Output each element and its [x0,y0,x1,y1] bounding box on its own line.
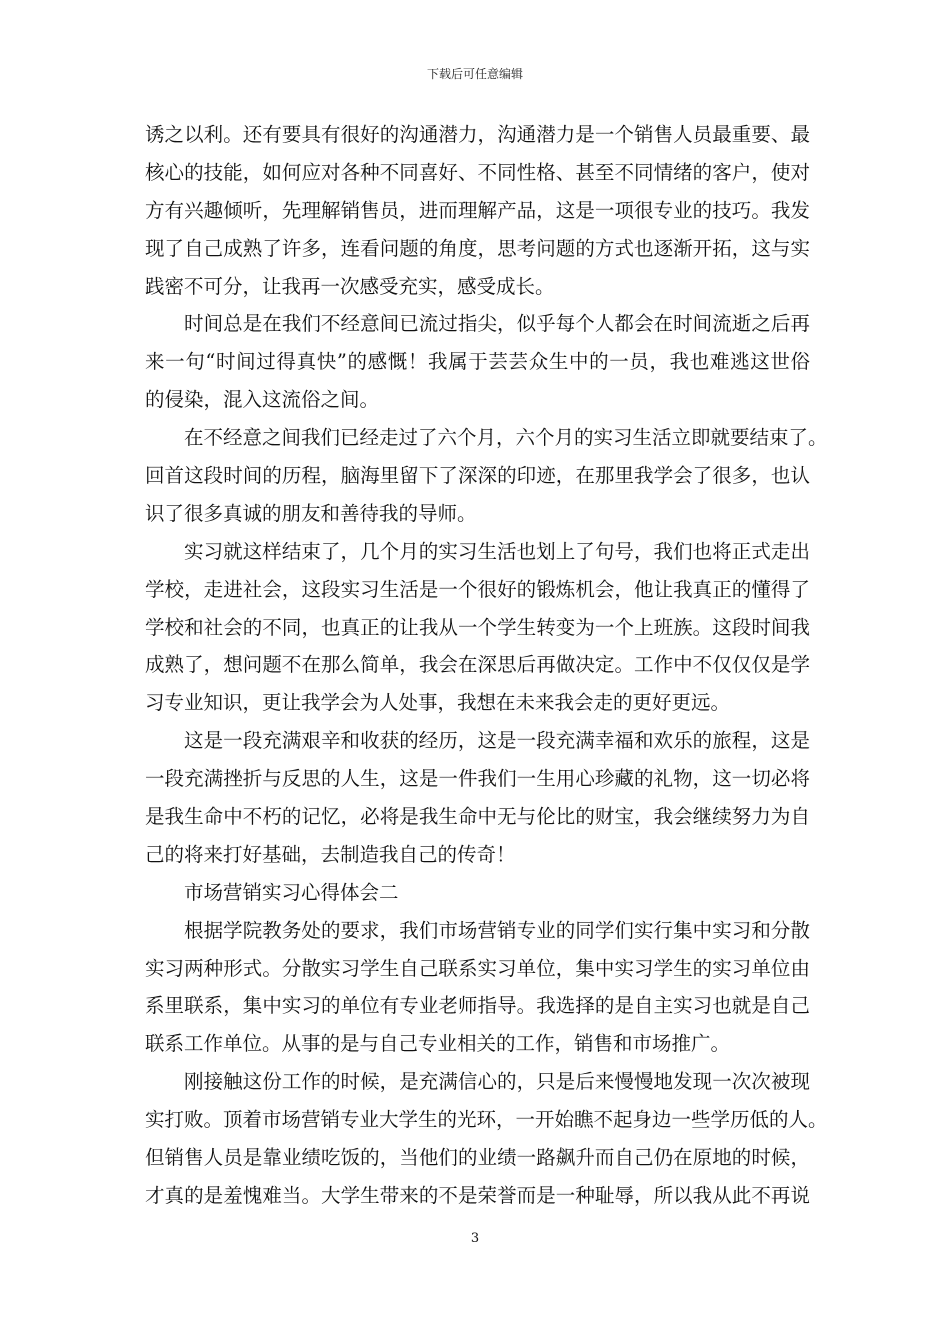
text-line: 根据学院教务处的要求，我们市场营销专业的同学们实行集中实习和分散 [184,918,810,942]
text-line: 核心的技能，如何应对各种不同喜好、不同性格、甚至不同情绪的客户，使对 [145,160,810,184]
text-line: 回首这段时间的历程，脑海里留下了深深的印迹，在那里我学会了很多，也认 [145,464,810,488]
text-line: 联系工作单位。从事的是与自己专业相关的工作，销售和市场推广。 [145,1032,731,1056]
text-line: 学校，走进社会，这段实习生活是一个很好的锻炼机会，他让我真正的懂得了 [145,577,810,601]
text-line: 践密不可分，让我再一次感受充实，感受成长。 [145,274,555,298]
paragraph [145,116,810,305]
paragraph [145,722,810,874]
text-line: 习专业知识，更让我学会为人处事，我想在未来我会走的更好更远。 [145,691,731,715]
text-line: 是我生命中不朽的记忆，必将是我生命中无与伦比的财宝，我会继续努力为自 [145,805,810,829]
text-line: 学校和社会的不同，也真正的让我从一个学生转变为一个上班族。这段时间我 [145,615,810,639]
paragraph [145,533,810,722]
text-line: 时间总是在我们不经意间已流过指尖，似乎每个人都会在时间流逝之后再 [184,312,810,336]
text-line: 实习就这样结束了，几个月的实习生活也划上了句号，我们也将正式走出 [184,539,810,563]
section-heading [145,874,810,912]
text-line: 这是一段充满艰辛和收获的经历，这是一段充满幸福和欢乐的旅程，这是 [184,729,810,753]
paragraph [145,1063,828,1215]
text-line: 实打败。顶着市场营销专业大学生的光环，一开始瞧不起身边一些学历低的人。 [145,1108,828,1132]
text-line: 系里联系，集中实习的单位有专业老师指导。我选择的是自主实习也就是自己 [145,994,810,1018]
text-line: 但销售人员是靠业绩吃饭的，当他们的业绩一路飙升而自己仍在原地的时候， [145,1146,810,1170]
page-number: 3 [470,1231,480,1246]
text-line: 在不经意之间我们已经走过了六个月，六个月的实习生活立即就要结束了。 [184,426,828,450]
paragraph [145,305,810,419]
text-line: 成熟了，想问题不在那么简单，我会在深思后再做决定。工作中不仅仅仅是学 [145,653,810,677]
text-line: 己的将来打好基础，去制造我自己的传奇！ [145,842,516,866]
page-header: 下载后可任意编辑 [426,67,523,81]
paragraph [145,419,828,533]
text-line: 方有兴趣倾听，先理解销售员，进而理解产品，这是一项很专业的技巧。我发 [145,198,810,222]
text-line: 现了自己成熟了许多，连看问题的角度，思考问题的方式也逐渐开拓，这与实 [145,236,810,260]
document-body [145,116,828,1215]
section-heading-text: 市场营销实习心得体会二 [184,880,399,904]
text-line: 才真的是羞愧难当。大学生带来的不是荣誉而是一种耻辱，所以我从此不再说 [145,1183,810,1207]
text-line: 识了很多真诚的朋友和善待我的导师。 [145,501,477,525]
paragraph [145,912,810,1064]
text-line: 诱之以利。还有要具有很好的沟通潜力，沟通潜力是一个销售人员最重要、最 [145,123,810,146]
text-line: 刚接触这份工作的时候，是充满信心的，只是后来慢慢地发现一次次被现 [184,1070,810,1094]
text-line: 的侵染，混入这流俗之间。 [145,388,380,412]
text-line: 实习两种形式。分散实习学生自己联系实习单位，集中实习学生的实习单位由 [145,956,810,980]
text-line: 一段充满挫折与反思的人生，这是一件我们一生用心珍藏的礼物，这一切必将 [145,767,810,791]
text-line: 来一句“时间过得真快”的感慨！我属于芸芸众生中的一员，我也难逃这世俗 [145,350,810,374]
